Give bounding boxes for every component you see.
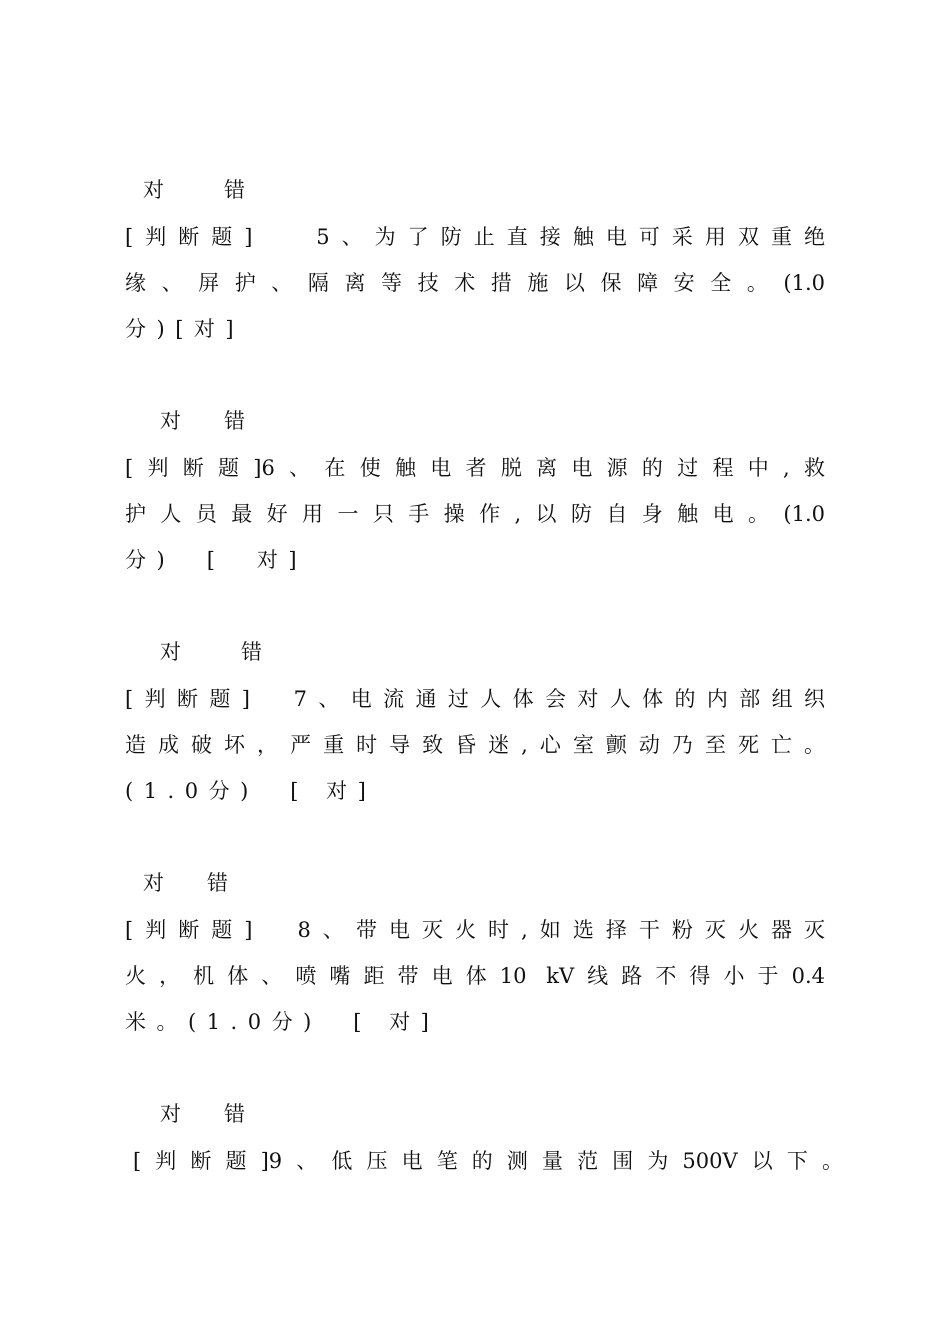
- question-9-line-1: [判断题]9、低压电笔的测量范围为500V以下。: [133, 1149, 843, 1173]
- question-8-line-1: [判断题] 8、带电灭火时,如选择干粉灭火器灭: [125, 918, 825, 942]
- option-correct: 对: [160, 1102, 181, 1126]
- answer-options: [0, 406, 950, 436]
- option-wrong: 错: [224, 409, 245, 433]
- question-6-line-2: 护人员最好用一只手操作,以防自身触电。(1.0: [125, 502, 825, 526]
- option-wrong: 错: [224, 1102, 245, 1126]
- answer-options: [0, 1099, 950, 1129]
- option-wrong: 错: [224, 178, 245, 202]
- answer-options: [0, 637, 950, 667]
- question-6-line-3: 分) [ 对]: [125, 548, 308, 572]
- option-correct: 对: [160, 409, 181, 433]
- question-8-line-3: 米。(1.0分) [ 对]: [125, 1010, 440, 1034]
- question-5-line-1: [判断题] 5、为了防止直接触电可采用双重绝: [125, 225, 825, 249]
- question-7-line-2: 造成破坏，严重时导致昏迷,心室颤动乃至死亡。: [125, 733, 825, 757]
- question-5-line-3: 分)[对]: [125, 317, 245, 341]
- question-7-line-3: (1.0分) [ 对]: [125, 779, 377, 803]
- option-correct: 对: [143, 178, 164, 202]
- option-correct: 对: [143, 871, 164, 895]
- option-correct: 对: [160, 640, 181, 664]
- question-8-line-2: 火，机体、喷嘴距带电体10 kV线路不得小于0.4: [125, 964, 825, 988]
- question-6-line-1: [判断题]6、在使触电者脱离电源的过程中,救: [125, 456, 825, 480]
- question-5-line-2: 缘、屏护、隔离等技术措施以保障安全。(1.0: [125, 271, 825, 295]
- question-7-line-1: [判断题] 7、电流通过人体会对人体的内部组织: [125, 687, 825, 711]
- option-wrong: 错: [241, 640, 262, 664]
- answer-options: [0, 175, 950, 205]
- option-wrong: 错: [207, 871, 228, 895]
- answer-options: [0, 868, 950, 898]
